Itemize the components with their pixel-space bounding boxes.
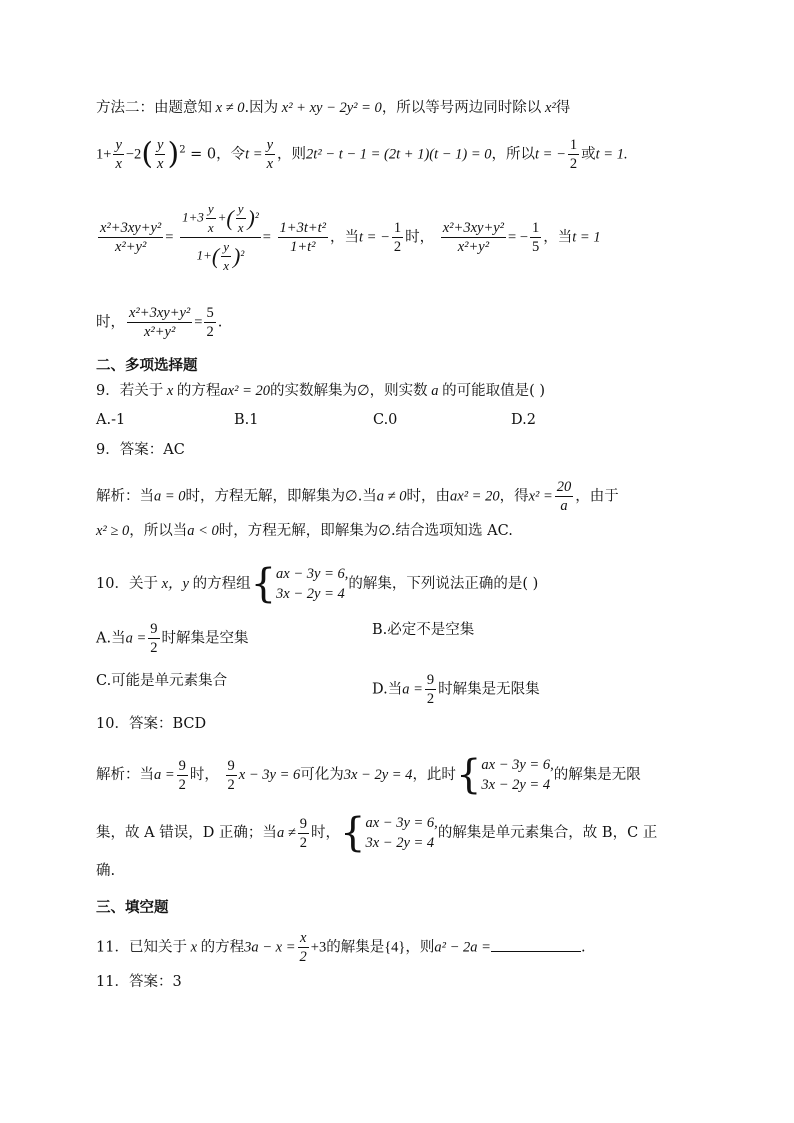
q10-answer: 10．答案：BCD (96, 716, 207, 732)
q10-option-d: D.当a = $\frac{9}{2}$ 时解集是无限集 (372, 672, 540, 707)
q10-explanation-line3: 确. (96, 863, 116, 879)
q9-option-d: D.2 (511, 412, 536, 428)
q9-explanation-line1: 解析：当a = 0时，方程无解，即解集为∅.当a ≠ 0时，由ax² = 20，得x² = $\frac{20}{a}$ ，由于 (96, 479, 619, 514)
q11-question: 11．已知关于 x 的方程3a − x = $\frac{x}{2}$ +3的解集是{4}，则a² − 2a = . (96, 930, 586, 965)
method2-line4: 时， $\frac{\text{x²+3xy+y²}}{\text{x²+y²}}$ = $\frac{5}{2}$ . (96, 305, 223, 340)
section-title-2: 二、多项选择题 (96, 358, 198, 374)
q9-question: 9．若关于 x 的方程ax² = 20的实数解集为∅，则实数 a 的可能取值是( ) (96, 383, 546, 399)
q9-explanation-line2: x² ≥ 0，所以当a < 0时，方程无解，即解集为∅.结合选项知选 AC. (96, 523, 513, 539)
section-title-3: 三、填空题 (96, 900, 169, 916)
q9-option-a: A.-1 (96, 412, 126, 428)
method2-line3: $\frac{\text{x²+3xy+y²}}{\text{x²+y²}}$ = 1+3 $\frac{y}{x}$ +( $\frac{y}{x}$ )² 1+( $\frac{y}{x}$ )² = $\frac{\text{1+3t+t²}}{\text{1+t²}}$ ，当t = − $\frac{1}{2}$ 时， $\frac{\text{x²+3xy+y²}}{\text{x²+y²}}$ = − $\frac{1}{5}$ ，当t = 1 (100, 201, 601, 273)
q9-option-c: C.0 (373, 412, 398, 428)
q10-question: 10．关于 x，y 的方程组{ax − 3y = 6, 3x − 2y = 4的解集，下列说法正确的是( ) (96, 561, 539, 607)
q10-option-c: C.可能是单元素集合 (96, 673, 228, 689)
q9-answer: 9．答案：AC (96, 442, 185, 458)
q9-option-b: B.1 (234, 412, 259, 428)
q10-explanation-line1: 解析：当a = $\frac{9}{2}$ 时， $\frac{9}{2}$ x − 3y = 6可化为3x − 2y = 4，此时{ax − 3y = 6, 3x − 2y = 4的解集是无限 (96, 752, 641, 798)
q10-option-b: B.必定不是空集 (372, 622, 475, 638)
q10-option-a: A.当a = $\frac{9}{2}$ 时解集是空集 (96, 621, 249, 656)
q10-explanation-line2: 集，故 A 错误，D 正确；当a ≠ $\frac{9}{2}$ 时，{ax − 3y = 6, 3x − 2y = 4的解集是单元素集合，故 B，C 正 (96, 810, 658, 856)
q11-answer: 11．答案：3 (96, 974, 182, 990)
q11-answer-blank[interactable] (491, 937, 581, 952)
method2-line2: 1+ $\frac{y}{x}$ −2( $\frac{y}{x}$ )$^2$ = 0，令t = $\frac{y}{x}$ ，则2t² − t − 1 = (2t + 1)(t − 1) = 0，所以t = − $\frac{1}{2}$ 或t = 1. (96, 136, 628, 172)
method2-line1: 方法二：由题意知 x ≠ 0.因为 x² + xy − 2y² = 0，所以等号两边同时除以 x²得 (96, 100, 571, 116)
